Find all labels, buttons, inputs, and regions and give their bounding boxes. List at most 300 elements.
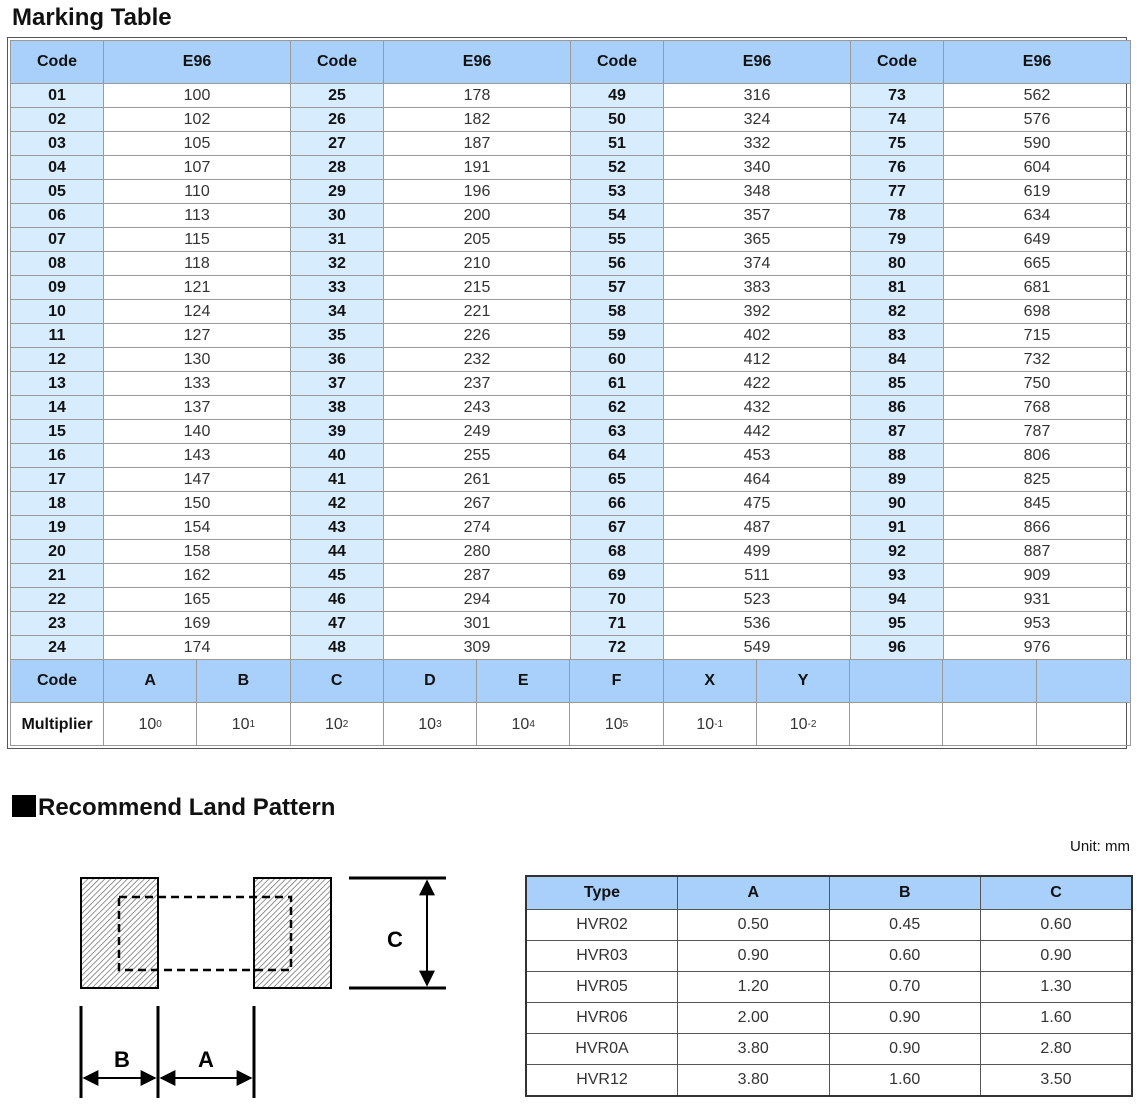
dimension-column-header: A (678, 876, 830, 910)
code-cell: 32 (291, 252, 384, 276)
e96-value-cell: 110 (104, 180, 291, 204)
code-cell: 03 (11, 132, 104, 156)
type-cell: HVR02 (526, 910, 678, 941)
left-pad (81, 878, 158, 988)
multiplier-base: 10 (138, 715, 157, 733)
e96-value-cell: 165 (104, 588, 291, 612)
table-row (11, 636, 1131, 660)
land-pattern-title-text: Recommend Land Pattern (38, 794, 336, 821)
code-cell: 87 (851, 420, 944, 444)
dimension-cell: 1.60 (981, 1003, 1133, 1034)
code-cell: 17 (11, 468, 104, 492)
e96-value-cell: 154 (104, 516, 291, 540)
code-cell: 26 (291, 108, 384, 132)
code-cell: 08 (11, 252, 104, 276)
code-cell: 16 (11, 444, 104, 468)
type-column-header: Type (526, 876, 678, 910)
code-cell: 49 (571, 84, 664, 108)
code-cell: 75 (851, 132, 944, 156)
multiplier-value-cells (104, 703, 1130, 745)
multiplier-base: 10 (696, 715, 715, 733)
code-cell: 67 (571, 516, 664, 540)
a-label: A (198, 1047, 214, 1072)
dimension-cell: 2.80 (981, 1034, 1133, 1065)
code-cell: 83 (851, 324, 944, 348)
code-cell: 09 (11, 276, 104, 300)
multiplier-label: Multiplier (11, 703, 104, 746)
e96-value-cell: 365 (664, 228, 851, 252)
table-row (11, 300, 1131, 324)
dimension-cell: 0.90 (829, 1003, 981, 1034)
code-cell: 70 (571, 588, 664, 612)
e96-value-cell: 196 (384, 180, 571, 204)
code-cell: 15 (11, 420, 104, 444)
code-cell: 46 (291, 588, 384, 612)
code-cell: 81 (851, 276, 944, 300)
table-row (11, 108, 1131, 132)
code-cell: 58 (571, 300, 664, 324)
e96-value-cell: 210 (384, 252, 571, 276)
e96-column-header: E96 (384, 41, 571, 84)
dimension-cell: 3.50 (981, 1065, 1133, 1097)
table-row (11, 228, 1131, 252)
table-row (11, 420, 1131, 444)
code-cell: 74 (851, 108, 944, 132)
land-pattern-body (526, 910, 1132, 1097)
e96-column-header: E96 (664, 41, 851, 84)
code-cell: 20 (11, 540, 104, 564)
multiplier-value-cell (197, 703, 290, 745)
code-cell: 21 (11, 564, 104, 588)
c-label: C (387, 927, 403, 952)
e96-value-cell: 806 (944, 444, 1131, 468)
e96-value-cell: 499 (664, 540, 851, 564)
e96-value-cell: 665 (944, 252, 1131, 276)
land-pattern-diagram (70, 868, 460, 1103)
e96-value-cell: 357 (664, 204, 851, 228)
e96-value-cell: 422 (664, 372, 851, 396)
code-cell: 13 (11, 372, 104, 396)
code-cell: 48 (291, 636, 384, 660)
e96-value-cell: 750 (944, 372, 1131, 396)
code-cell: 06 (11, 204, 104, 228)
code-column-header: Code (291, 41, 384, 84)
e96-value-cell: 523 (664, 588, 851, 612)
code-cell: 73 (851, 84, 944, 108)
code-cell: 12 (11, 348, 104, 372)
land-pattern-drawing (70, 868, 460, 1103)
table-row (11, 324, 1131, 348)
code-cell: 07 (11, 228, 104, 252)
code-cell: 37 (291, 372, 384, 396)
code-cell: 45 (291, 564, 384, 588)
dimension-column-header: B (829, 876, 981, 910)
multiplier-code-cell: Y (757, 660, 850, 702)
marking-table-title: Marking Table (12, 4, 172, 31)
empty-cell (1037, 660, 1130, 702)
e96-value-cell: 332 (664, 132, 851, 156)
code-cell: 29 (291, 180, 384, 204)
code-cell: 53 (571, 180, 664, 204)
multiplier-exponent: 4 (529, 718, 535, 730)
code-cell: 54 (571, 204, 664, 228)
e96-value-cell: 576 (944, 108, 1131, 132)
empty-cell (850, 703, 943, 745)
e96-value-cell: 158 (104, 540, 291, 564)
e96-value-cell: 649 (944, 228, 1131, 252)
code-cell: 82 (851, 300, 944, 324)
multiplier-value-row (11, 703, 1131, 746)
code-cell: 36 (291, 348, 384, 372)
empty-cell (943, 703, 1036, 745)
code-cell: 42 (291, 492, 384, 516)
multiplier-exponent: 1 (249, 718, 256, 730)
multiplier-base: 10 (604, 715, 623, 733)
multiplier-code-cell: A (104, 660, 197, 702)
e96-value-cell: 221 (384, 300, 571, 324)
e96-value-cell: 200 (384, 204, 571, 228)
e96-value-cell: 866 (944, 516, 1131, 540)
e96-value-cell: 562 (944, 84, 1131, 108)
land-pattern-header-row (526, 876, 1132, 910)
e96-value-cell: 237 (384, 372, 571, 396)
code-cell: 61 (571, 372, 664, 396)
dimension-cell: 0.90 (678, 941, 830, 972)
e96-value-cell: 261 (384, 468, 571, 492)
code-cell: 50 (571, 108, 664, 132)
table-row (11, 516, 1131, 540)
code-cell: 24 (11, 636, 104, 660)
table-row (11, 468, 1131, 492)
dimension-cell: 3.80 (678, 1065, 830, 1097)
multiplier-code-grid (104, 660, 1131, 703)
e96-value-cell: 182 (384, 108, 571, 132)
e96-value-cell: 768 (944, 396, 1131, 420)
code-cell: 43 (291, 516, 384, 540)
e96-value-cell: 402 (664, 324, 851, 348)
e96-value-cell: 249 (384, 420, 571, 444)
code-cell: 77 (851, 180, 944, 204)
e96-value-cell: 316 (664, 84, 851, 108)
dimension-column-header: C (981, 876, 1133, 910)
code-cell: 27 (291, 132, 384, 156)
empty-cell (943, 660, 1036, 702)
e96-value-cell: 133 (104, 372, 291, 396)
multiplier-code-cells (104, 660, 1130, 702)
code-cell: 22 (11, 588, 104, 612)
code-cell: 79 (851, 228, 944, 252)
table-row (11, 132, 1131, 156)
table-row (11, 564, 1131, 588)
code-cell: 34 (291, 300, 384, 324)
e96-value-cell: 536 (664, 612, 851, 636)
table-row (11, 156, 1131, 180)
code-cell: 92 (851, 540, 944, 564)
e96-value-cell: 590 (944, 132, 1131, 156)
multiplier-value-cell (664, 703, 757, 745)
code-cell: 90 (851, 492, 944, 516)
code-cell: 11 (11, 324, 104, 348)
e96-value-cell: 604 (944, 156, 1131, 180)
marking-table-frame (7, 37, 1127, 749)
code-column-header: Code (571, 41, 664, 84)
code-cell: 51 (571, 132, 664, 156)
e96-value-cell: 100 (104, 84, 291, 108)
code-cell: 68 (571, 540, 664, 564)
table-row (11, 276, 1131, 300)
e96-value-cell: 634 (944, 204, 1131, 228)
right-pad (254, 878, 331, 988)
code-cell: 38 (291, 396, 384, 420)
type-cell: HVR0A (526, 1034, 678, 1065)
code-cell: 18 (11, 492, 104, 516)
dimension-cell: 0.45 (829, 910, 981, 941)
code-cell: 44 (291, 540, 384, 564)
multiplier-code-label: Code (11, 660, 104, 703)
e96-value-cell: 511 (664, 564, 851, 588)
code-cell: 94 (851, 588, 944, 612)
e96-value-cell: 681 (944, 276, 1131, 300)
table-row (526, 1065, 1132, 1097)
e96-value-cell: 453 (664, 444, 851, 468)
e96-value-cell: 909 (944, 564, 1131, 588)
e96-value-cell: 324 (664, 108, 851, 132)
multiplier-exponent: -1 (714, 718, 724, 730)
type-cell: HVR05 (526, 972, 678, 1003)
code-column-header: Code (851, 41, 944, 84)
code-cell: 01 (11, 84, 104, 108)
e96-value-cell: 825 (944, 468, 1131, 492)
multiplier-exponent: 2 (342, 718, 349, 730)
code-cell: 33 (291, 276, 384, 300)
table-row (11, 396, 1131, 420)
multiplier-exponent: 5 (622, 718, 629, 730)
code-cell: 72 (571, 636, 664, 660)
e96-value-cell: 464 (664, 468, 851, 492)
code-cell: 84 (851, 348, 944, 372)
dimension-cell: 1.60 (829, 1065, 981, 1097)
land-pattern-title (12, 794, 335, 822)
table-row (526, 1003, 1132, 1034)
e96-value-cell: 412 (664, 348, 851, 372)
multiplier-code-cell: D (384, 660, 477, 702)
e96-value-cell: 205 (384, 228, 571, 252)
code-cell: 04 (11, 156, 104, 180)
e96-value-cell: 118 (104, 252, 291, 276)
multiplier-exponent: -2 (807, 718, 817, 730)
table-row (526, 910, 1132, 941)
type-cell: HVR12 (526, 1065, 678, 1097)
e96-value-cell: 147 (104, 468, 291, 492)
e96-value-cell: 127 (104, 324, 291, 348)
code-cell: 57 (571, 276, 664, 300)
table-row (526, 972, 1132, 1003)
dimension-cell: 0.70 (829, 972, 981, 1003)
code-cell: 14 (11, 396, 104, 420)
multiplier-base: 10 (231, 715, 250, 733)
e96-value-cell: 130 (104, 348, 291, 372)
e96-value-cell: 113 (104, 204, 291, 228)
e96-value-cell: 698 (944, 300, 1131, 324)
table-row (11, 492, 1131, 516)
e96-column-header: E96 (944, 41, 1131, 84)
code-cell: 19 (11, 516, 104, 540)
e96-value-cell: 137 (104, 396, 291, 420)
code-cell: 23 (11, 612, 104, 636)
e96-value-cell: 392 (664, 300, 851, 324)
e96-value-cell: 150 (104, 492, 291, 516)
code-cell: 88 (851, 444, 944, 468)
table-row (11, 180, 1131, 204)
table-row (526, 1034, 1132, 1065)
e96-value-cell: 294 (384, 588, 571, 612)
e96-value-cell: 487 (664, 516, 851, 540)
code-cell: 31 (291, 228, 384, 252)
multiplier-value-cell (757, 703, 850, 745)
multiplier-code-cell: B (197, 660, 290, 702)
e96-value-cell: 255 (384, 444, 571, 468)
code-cell: 76 (851, 156, 944, 180)
code-cell: 60 (571, 348, 664, 372)
multiplier-value-cell (570, 703, 663, 745)
multiplier-base: 10 (789, 715, 808, 733)
code-cell: 28 (291, 156, 384, 180)
e96-value-cell: 140 (104, 420, 291, 444)
multiplier-section (11, 660, 1131, 746)
table-row (11, 444, 1131, 468)
dimension-cell: 0.50 (678, 910, 830, 941)
e96-value-cell: 845 (944, 492, 1131, 516)
table-row (11, 372, 1131, 396)
e96-value-cell: 178 (384, 84, 571, 108)
e96-value-cell: 107 (104, 156, 291, 180)
b-label: B (114, 1047, 130, 1072)
e96-value-cell: 226 (384, 324, 571, 348)
multiplier-exponent: 0 (156, 718, 162, 730)
table-row (11, 588, 1131, 612)
e96-value-cell: 169 (104, 612, 291, 636)
table-row (11, 204, 1131, 228)
empty-cell (850, 660, 943, 702)
e96-value-cell: 475 (664, 492, 851, 516)
square-bullet-icon (12, 795, 36, 817)
e96-value-cell: 383 (664, 276, 851, 300)
e96-value-cell: 280 (384, 540, 571, 564)
multiplier-code-cell: E (477, 660, 570, 702)
e96-value-cell: 187 (384, 132, 571, 156)
e96-value-cell: 787 (944, 420, 1131, 444)
table-row (526, 941, 1132, 972)
code-cell: 91 (851, 516, 944, 540)
e96-value-cell: 732 (944, 348, 1131, 372)
e96-value-cell: 301 (384, 612, 571, 636)
e96-value-cell: 267 (384, 492, 571, 516)
e96-value-cell: 115 (104, 228, 291, 252)
table-row (11, 84, 1131, 108)
code-cell: 93 (851, 564, 944, 588)
multiplier-value-cell (384, 703, 477, 745)
e96-value-cell: 953 (944, 612, 1131, 636)
e96-value-cell: 287 (384, 564, 571, 588)
code-cell: 63 (571, 420, 664, 444)
dimension-cell: 0.90 (981, 941, 1133, 972)
code-cell: 95 (851, 612, 944, 636)
code-cell: 25 (291, 84, 384, 108)
multiplier-code-row (11, 660, 1131, 703)
empty-cell (1037, 703, 1130, 745)
e96-value-cell: 215 (384, 276, 571, 300)
code-cell: 66 (571, 492, 664, 516)
e96-value-cell: 243 (384, 396, 571, 420)
dimension-cell: 2.00 (678, 1003, 830, 1034)
e96-value-cell: 274 (384, 516, 571, 540)
e96-value-cell: 348 (664, 180, 851, 204)
e96-value-cell: 102 (104, 108, 291, 132)
code-cell: 64 (571, 444, 664, 468)
code-cell: 59 (571, 324, 664, 348)
e96-value-cell: 340 (664, 156, 851, 180)
dimension-cell: 0.90 (829, 1034, 981, 1065)
multiplier-value-cell (477, 703, 570, 745)
multiplier-base: 10 (324, 715, 343, 733)
e96-value-cell: 121 (104, 276, 291, 300)
code-cell: 89 (851, 468, 944, 492)
table-row (11, 540, 1131, 564)
code-cell: 56 (571, 252, 664, 276)
dimension-cell: 0.60 (981, 910, 1133, 941)
e96-column-header: E96 (104, 41, 291, 84)
e96-value-cell: 442 (664, 420, 851, 444)
code-cell: 96 (851, 636, 944, 660)
code-cell: 55 (571, 228, 664, 252)
e96-value-cell: 931 (944, 588, 1131, 612)
multiplier-value-cell (291, 703, 384, 745)
code-cell: 52 (571, 156, 664, 180)
multiplier-code-cell: F (570, 660, 663, 702)
multiplier-base: 10 (511, 715, 530, 733)
e96-value-cell: 619 (944, 180, 1131, 204)
code-cell: 02 (11, 108, 104, 132)
e96-value-cell: 143 (104, 444, 291, 468)
marking-header-row (11, 41, 1131, 84)
e96-value-cell: 232 (384, 348, 571, 372)
unit-label: Unit: mm (1070, 838, 1130, 855)
code-cell: 05 (11, 180, 104, 204)
code-cell: 65 (571, 468, 664, 492)
code-cell: 80 (851, 252, 944, 276)
code-cell: 71 (571, 612, 664, 636)
dimension-cell: 1.30 (981, 972, 1133, 1003)
marking-table (10, 40, 1131, 746)
e96-value-cell: 105 (104, 132, 291, 156)
code-cell: 39 (291, 420, 384, 444)
multiplier-value-grid (104, 703, 1131, 746)
multiplier-base: 10 (418, 715, 437, 733)
code-cell: 86 (851, 396, 944, 420)
land-pattern-table (525, 875, 1133, 1097)
e96-value-cell: 174 (104, 636, 291, 660)
code-cell: 30 (291, 204, 384, 228)
e96-value-cell: 162 (104, 564, 291, 588)
dimension-cell: 1.20 (678, 972, 830, 1003)
type-cell: HVR03 (526, 941, 678, 972)
e96-value-cell: 887 (944, 540, 1131, 564)
dimension-cell: 3.80 (678, 1034, 830, 1065)
code-column-header: Code (11, 41, 104, 84)
multiplier-code-cell: C (291, 660, 384, 702)
code-cell: 62 (571, 396, 664, 420)
code-cell: 10 (11, 300, 104, 324)
